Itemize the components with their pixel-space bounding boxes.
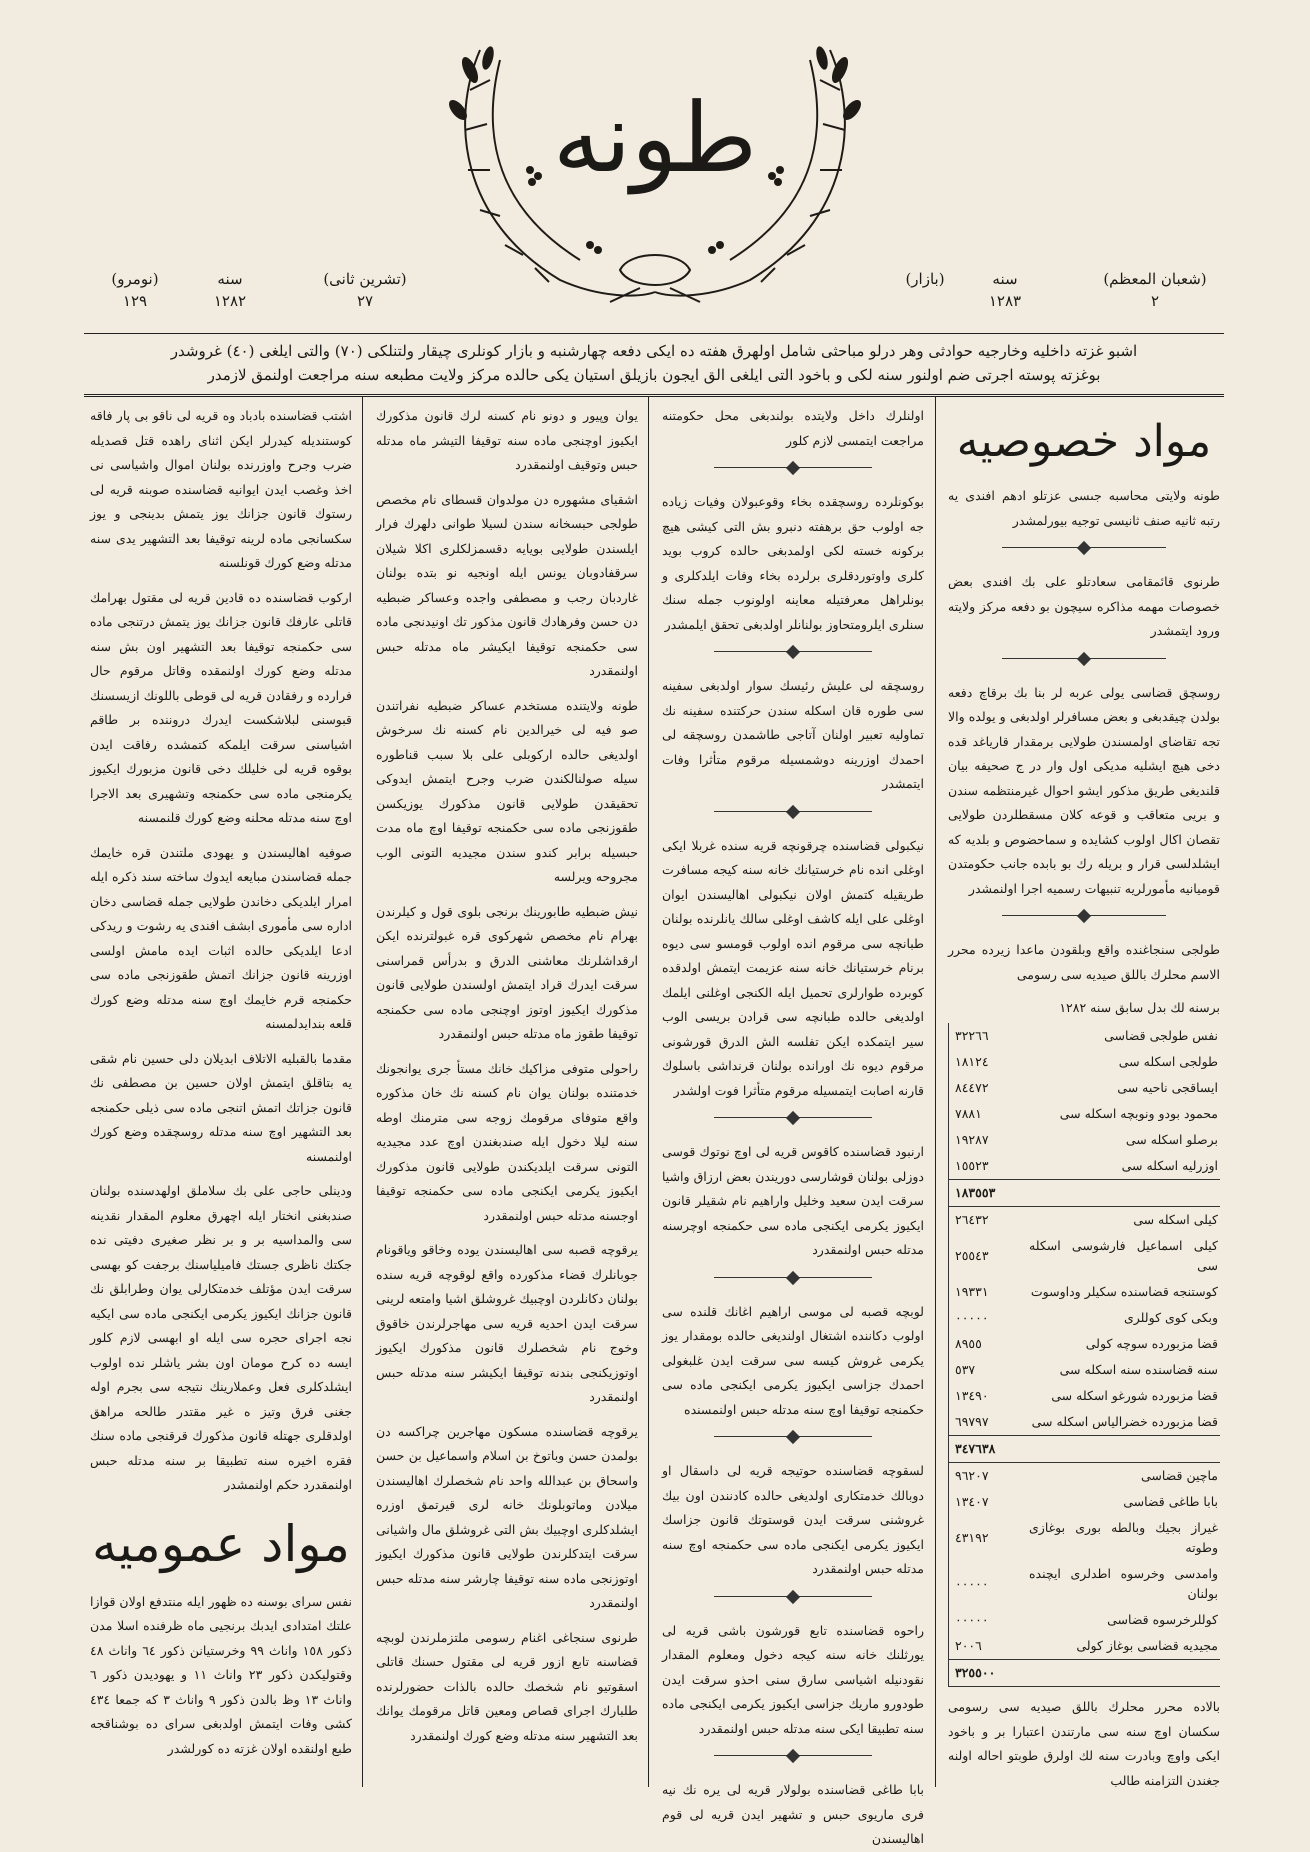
separator <box>1002 915 1165 924</box>
table-row <box>949 1049 1221 1075</box>
separator <box>714 811 871 820</box>
value-cell: ٠٠٠٠٠ <box>949 1305 1028 1331</box>
value-cell: ٨٤٤٧٢ <box>949 1075 1028 1101</box>
place-cell: غيراز بجيك وبالطه بورى بوغازى وطوته <box>1029 1520 1218 1555</box>
place-cell: قضا مزبورده سوچه كولى <box>1085 1336 1218 1351</box>
article: راحوه قضاسنده تابع قورشون باشى قريه لى يورثلنك خانه سنه كيجه دخول ومعلوم المقدار نقودنيله اشياسى سارق سنى احذو سرقت ايدن طودورو ماريك جزاسى ايكيوز يكرمى ايكنجى ماده سنه تطبيقا ايكى سنه مدتله حبس اولنمقدرد <box>662 1622 924 1736</box>
value-cell: ١٥٥٢٣ <box>949 1153 1028 1180</box>
article: لوبچه قصبه لى موسى اراهيم اغانك قلنده سى اولوب دكاننده اشتغال اولنديغى حالده بومقدار يوز يكرمى غروش كيسه سى سرقت ايدن غلبغولى احمدك جزاسى ايكيوز يكرمى ايكنجى ماده سى حكمنجه توقيفا اوچ سنه مدتله حبس اولنمسنده <box>662 1303 924 1417</box>
value-cell: ٤٣١٩٢ <box>949 1515 1028 1561</box>
place-cell: وامدسى وخرسوه اطدلرى ايچنده بولنان <box>1029 1566 1218 1601</box>
newspaper-title: طونه <box>552 82 758 194</box>
place-cell: سنه قضاسنده سنه اسكله سى <box>1059 1362 1218 1377</box>
article: روسچق قضاسى يولى عربه لر بنا بك برقاچ دفعه بولدن چيقدبغى و بعض مسافرلر اولدبغى و يولده والا تجه تقاضاى اولمسندن طولايى برمقدار قارياغد قده دخى هيچ ايشليه مديكى اول وار در ج صحيفه بيان قلنديغى طريق مذكور ايشو احوال غيرمنتظمه سندن و بريى متعاقب و قوعه كلان مسقطلردن طولايى تقصان اكال اولوب كشايده و سماحضوص و بلديه كه ايشلدلسى قرار و بريله رك بو بابده جانب حكومتدن قوميانيه مأمورلريه تنبيهات رسميه اجرا اولنمشدر <box>948 684 1220 896</box>
subtotal-row <box>949 1436 1221 1463</box>
separator <box>714 1755 871 1764</box>
table-row <box>949 1463 1221 1490</box>
place-cell: طولجى اسكله سى <box>1118 1054 1218 1069</box>
article: نيكبولى قضاسنده چرقونچه قريه سنده غربلا ايكى اوغلى انده نام خرستيانك خانه سنه كيجه مسافرت طريقيله كتمش اولان نيكبولى اهاليسندن ايوان اوغلى على ايله كاشف اوغلى سالك يانلرنده بولنان طبانچه سى مرقوم انده اولوب قومسو سى ديوه برنام خرستيانك خانه سنه عزيمت ايتمش اولدقده كوبرده طوارلرى تحميل ايله الكنجى اوغلنى ايلمك اولديغى حالده طبانچه سى قرادن بريسى الوب سير ايتمكده ايكن تفلسه الش الدرق قورشونى مرقوم ديوه نك اورانده بولنان قرنداشى باسلوك قارنه اصابت ايتمسيله مرقوم متأثرا فوت اولشدر <box>662 837 924 1098</box>
table-row <box>949 1607 1221 1633</box>
table-row <box>949 1633 1221 1660</box>
place-cell: كيلى اسماعيل فارشوسى اسكله سى <box>1029 1238 1218 1273</box>
column-special-news <box>948 404 1220 1794</box>
table-row <box>949 1153 1221 1180</box>
left-year-label: سنه <box>217 270 243 288</box>
left-day: ٢٧ <box>356 292 374 310</box>
value-cell: ١٩٣٣١ <box>949 1279 1028 1305</box>
place-cell: نفس طولجى قضاسى <box>1104 1028 1218 1043</box>
table-row <box>949 1075 1221 1101</box>
header-rule <box>84 333 1224 334</box>
place-cell: مجيديه قضاسى بوغاز كولى <box>1076 1638 1218 1653</box>
table-row <box>949 1409 1221 1436</box>
issue-number-block <box>100 268 170 312</box>
separator <box>714 1436 871 1445</box>
article: طونه ولايتى محاسبه جىسى عزتلو ادهم افندى يه رتبه ثانيه صنف ثانيسى توجيه بيورلمشدر <box>948 488 1220 528</box>
place-cell: كيلى اسكله سى <box>1133 1212 1218 1227</box>
article: اولنلرك داخل ولايتده بولندبغى محل حكومتنه مراجعت ايتمسى لازم كلور <box>662 408 924 448</box>
table-row <box>949 1331 1221 1357</box>
article: يوان وپيور و دونو نام كسنه لرك قانون مذكورك ايكيوز اوچنجى ماده سنه توقيفا التيشر ماه مدتله حبس وتوقيف اولنمقدرد <box>376 408 638 472</box>
separator <box>1002 547 1165 556</box>
article: مقدما بالقبليه الاتلاف ابديلان دلى حسين نام شقى يه بتاقلق ايتمش اولان حسين بن مصطفى نك قانون جزاتك اتمش اتنجى ماده سى ذيلى حكمنجه بعد التشهير اوچ سنه مدتله روسچقده وضع كورك اولنمسنه <box>90 1050 352 1164</box>
fishing-revenue-table <box>948 1023 1220 1687</box>
table-row <box>949 1127 1221 1153</box>
article: راحولى متوفى مزاكيك خانك مستأ جرى يوانجونك خدمتنده بولنان يوان نام كسنه نك خان مذكوره واقع متوفاى مرقومك زوجه سى مترمنك اوطه سنه ليلا دخول ايله صندبغندن اوچ عدد مجيديه التونى سرقت ايلديكندن طولايى قانون مذكورك ايكيوز يكرمى ايكنجى ماده سى حكمنجه توقيفا اوجسنه مدتله حبس اولنمقدرد <box>376 1060 638 1223</box>
left-month: (تشرين ثانى) <box>323 270 407 288</box>
value-cell: ٠٠٠٠٠ <box>949 1561 1028 1607</box>
article: يرقوچه قصبه سى اهاليسندن يوده وخاقو وياقونام جوبانلرك قضاء مذكورده واقع لوقوچه قريه سنده بولنان دكانلردن اوچبيك غروشلق اشيا وامتعه لرينى سرقت ايدن احديه قريه سى مهاجرلرندن خاقوق وخوج نام شخصلرك قانون مذكورك ايكيوز اوتوزيكنجى بندنه توقيفا ايكيشر سنه مدتله حبس اولنمقدرد <box>376 1242 638 1404</box>
subtotal-row <box>949 1180 1221 1207</box>
table-row <box>949 1489 1221 1515</box>
masthead <box>440 30 870 305</box>
column-news-3 <box>376 404 638 1794</box>
value-cell: ٩٦٢٠٧ <box>949 1463 1028 1490</box>
subscription-notice-line1: اشبو غزته داخليه وخارجيه حوادثى وهر درلو مباحثى شامل اولهرق هفته ده ايكى دفعه چهارشنبه و بازار كونلرى چيقار ولتنلكى (٧٠) والتى ايلغى (٤٠) غروشدر <box>170 342 1138 360</box>
article: اشقياى مشهوره دن مولدوان قسطاى نام مخصص طولجى حبسخانه سندن لسيلا طوانى دلهرك فرار ايلسندن طولايى بويايه دقسمزلكلرى اكلا شيلان سرقفادوبان يونس ايله اونجيه نو بتده بولنان غاردبان رجب و مصطفى واجده وعساكر ضبطيه دن حسن وفرهادك قانون مذكور تك اونيدنجى ماده سى حكمنجه توقيفا ايكيشر ماه مدتله حبس اولنمقدرد <box>376 491 638 678</box>
value-cell: ٢٠٠٦ <box>949 1633 1028 1660</box>
value-cell: ١٣٤٩٠ <box>949 1383 1028 1409</box>
article: اشتب قضاسنده بادباد وه قريه لى ناقو بى پار فاقه كوستنديله كيدرلر ايكن اثناى راهده قتل قصديله ضرب وجرح واوزرنده بولنان اموال واشياسى نى اخذ وغصب ايدن ايوانيه قضاسنده صوبنه قريه لى رستوك قانون جزانك يوز يتمش بدينجى و يوز سكسانجى ماده لرينه توقيفا بعد التشهير يدى سنه مدتله وضع كورك قونلسنه <box>90 408 352 570</box>
table-row <box>949 1207 1221 1234</box>
article: يرقوچه قضاسنده مسكون مهاجرين چراكسه دن بولمدن حسن وباتوخ بن اسلام واسماعيل بن حسن واسحاق بن عبدالله واحد نام شخصلرك اهاليسندن ميلادن وماتوبلونك خانه لرى قيرتمق اوزره ايشلدكلرى اوچبيك بش التى غروشلق مال واشيانى سرقت ايتدكلرندن طولايى قانون مذكورك ايكيوز اوتوزنجى ماده سنه توقيفا چارشر سنه مدتله حبس اولنمقدرد <box>376 1423 638 1610</box>
value-cell: ٢٥٥٤٣ <box>949 1233 1028 1279</box>
article: اركوب قضاسنده ده قادين قريه لى مقتول بهرامك قاتلى عارفك قانون جزانك يوز يتمش درتنجى ماده سى حكمنجه توقيفا بعد التشهير اون بش سنه مدتله وضع كورك اولنمقده وقاتل مرقوم حال فرارده و رفقادن قريه لى قوطى باللونك ازيسسنك قبوسنى لبلاشكست ايدرك دروننده بر طاقم اشياسنى سرقت ايلمكه كتمشده رفاقت ايدن بوقوه قريه لى خليلك دخى قانون مزبورك ايكيوز يكرمنجى ماده سى حكمنجه وتشهيرى بعد الاجرا اوچ سنه مدتله محلنه وضع كورك قلنمسنه <box>90 589 352 825</box>
table-row <box>949 1515 1221 1561</box>
article: بابا طاغى قضاسنده بولولار قريه لى يره نك نيه فرى ماريوى حبس و تشهير ايدن قريه لى قوم اهاليسندن <box>662 1782 924 1846</box>
left-year: ١٢٨٢ <box>213 292 247 310</box>
stats-intro: طولجى سنجاغنده واقع وبلقودن ماعدا زيرده محرر الاسم محلرك باللق صيديه سى رسومى <box>948 942 1220 982</box>
value-cell: ٥٣٧ <box>949 1357 1028 1383</box>
article: نفس سراى بوسنه ده ظهور ايله منتدفع اولان قوازا علتك امتدادى ايدبك برنجيى ماه ظرفنده اسلا مدن ذكور ١٥٨ واناث ٩٩ وخرستيانن ذكور ٦٤ واناث ٤٨ وقتوليكدن ذكور ٢٣ واناث ١١ و يهوديدن ذكور ٦ واناث ١٣ وظ بالدن ذكور ٩ واناث ٣ كه جمعا ٤٣٤ كشى وفات ايتمش اولدبغى سراى ده بوشناقجه طبع اولنقده اولان غزته ده كورلشدر <box>90 1593 352 1756</box>
general-news-heading: مواد عموميه <box>92 1514 350 1573</box>
table-row <box>949 1357 1221 1383</box>
article: طونه ولايتنده مستخدم عساكر ضبطيه نفراتندن صو فيه لى خيرالدين نام كسنه نك سرخوش اولديغى حالده اركوبلى على بلا سبب قناطوره سيله صولنالكندن ضرب وجرح ايتمش ايدوكى تحقيقدن طولايى قانون مذكورك يوزيكسن طقوزنجى ماده سى حكمنجه توقيفا اوچ ماه مدت حبسيله برابر كندو سندن مجيديه التونى الوب مجروحه ويرلسه <box>376 697 638 884</box>
stats-heading: برسنه لك بدل سابق سنه ١٢٨٢ <box>1059 1000 1220 1015</box>
right-day: ٢ <box>1150 292 1160 310</box>
article: روسچقه لى عليش رئيسك سوار اولدبغى سفينه سى طوره قان اسكله سندن حركتنده سفينه نك تماوليه تعبير اولنان آتاجى طاشمدن روسچقه لى احمدك اوزرينه دوشمسيله مرقوم متأثرا وفات ايتمشدر <box>662 678 924 791</box>
article: ارنبود قضاسنده كاقوس قريه لى اوچ نوتوك قوسى دوزلى بولنان قوشارسى دوريندن بعض ارزاق واشيا سرقت ايدن سعيد وخليل واراهيم نام شقيلر قانون ايكيوز يكرمى ايكنجى ماده سى حكمنجه اوچرسنه مدتله حبس اولنمقدرد <box>662 1144 924 1257</box>
subtotal-value: ٣٤٧٦٣٨ <box>949 1436 1028 1463</box>
value-cell: ٧٨٨١ <box>949 1101 1028 1127</box>
place-cell: قضا مزبورده خضرالياس اسكله سى <box>1031 1414 1218 1429</box>
column-divider <box>648 397 649 1787</box>
value-cell: ١٨١٢٤ <box>949 1049 1028 1075</box>
place-cell: كوستنجه قضاسنده سكيلر وداوسوت <box>1030 1284 1218 1299</box>
value-cell: ٠٠٠٠٠ <box>949 1607 1028 1633</box>
article: طرنوى سنجاغى اغنام رسومى ملتزملرندن لوبچه قضاسنه تابع ازور قريه لى مقتول حسنك قاتلى اسقوتيو نام شخصك حالده بالذات حضورلرنده طلبارك اجراى قصاص ومعين قاتل مرقومك يوانك بعد التشهير سنه مدتله وضع كورك اولنمقدرد <box>376 1629 638 1743</box>
table-row <box>949 1023 1221 1049</box>
separator <box>714 1277 871 1286</box>
value-cell: ١٩٢٨٧ <box>949 1127 1028 1153</box>
article: بوكونلرده روسچقده بخاء وقوعبولان وفيات زياده جه اولوب حق برهفته دنبرو بش التى كيشى هيچ بركونه خسته لكى اولمدبغى حالده كروب بويد كلرى واوتوردقلرى برلرده بخاء وفات ايلدكلرى و بونلراهل معرفتيله معاينه اولونوب جمله سنك سنلرى ايلرومتحاوز بولنانلر اولدبغى تحقق ايلمشدر <box>662 494 924 632</box>
separator <box>714 1117 871 1126</box>
left-month-block <box>315 268 415 312</box>
left-year-block <box>200 268 260 312</box>
article: لسقوچه قضاسنده حوتيجه قريه لى داسقال او دوبالك خدمتكارى اولديغى حالده كادنندن اون بيك غروشنى سرقت ايدن قوستوتك قانون جزاسك ايكيوز يكرمى ايكنجى ماده سى حكمنجه اوچ سنه مدتله حبس اولنمقدرد <box>662 1463 924 1576</box>
special-news-heading: مواد خصوصيه <box>956 416 1212 467</box>
table-row <box>949 1383 1221 1409</box>
separator <box>714 467 871 476</box>
article: صوفيه اهاليسندن و يهودى ملتندن قره خايمك جمله قضاسندن مبايعه ايدوك ساخته سند ذكره ايله امرار ايلديكى دخاندن طولايى جمله قضاسى دخان اداره سى مأمورى ابشف افندى يه رشوت و ريدكى ادعا ايلديكى حالده اثبات ايده مامش اولسى اوزرينه قانون جزانك اتمش طقوزنجى ماده سى حكمنجه قرم خايمك اوچ سنه مدتله وضع كورك قلعه بندايدلمسنه <box>90 844 352 1031</box>
notice-rule <box>84 394 1224 397</box>
right-year-block <box>975 268 1035 312</box>
place-cell: برصلو اسكله سى <box>1125 1132 1218 1147</box>
value-cell: ٨٩٥٥ <box>949 1331 1028 1357</box>
separator <box>714 651 871 660</box>
separator <box>1002 658 1165 667</box>
subscription-notice-line2: بوغزته پوسته اجرتى ضم اولنور سنه لكى و باخود التى ايلغى الق ايجون بازيلق استيان يكى حالده مركز ولايت مطبعه سنه مراجعت اولنمق لازمدر <box>207 366 1101 384</box>
value-cell: ١٣٤٠٧ <box>949 1489 1028 1515</box>
value-cell: ٦٩٧٩٧ <box>949 1409 1028 1436</box>
total-value: ٣٢٥٥٠٠ <box>949 1660 1028 1687</box>
article: ودينلى حاجى على بك سلاملق اولهدسنده بولنان صندبغنى انختار ايله اچهرق معلوم المقدار نقدينه سى والمداسيه بر و بر نظر صغيرى دفيتى نده جكتك ناظرى جستك فاميلياسنك برجفت كو بهسى سرقت ايدن مؤتلف خدمتكارلى يوان وطرابلق نك قانون جزانك ايكيوز يكرمى ايكنجى ماده سى ايكيه نجه اجراى حجره سى ايله او ابهسى لازم كلور ايسه ده كرح مومان اون بشر ياشلر نده اولوب ايشلدكلرى فعل وعملارينك نتيجه سى بجرم اوله جغنى فرق وتيز ه غير مقتدر طالحه مراهق اولدقلرى جهتله قانون مذكورك قرقنجى ماده سنك فقره اخيره سنه تطبيقا بر سنه مدتله حبس اولنمقدرد حكم اولنمشدر <box>90 1183 352 1492</box>
total-row <box>949 1660 1221 1687</box>
article: بالاده محرر محلرك باللق صيديه سى رسومى سكسان اوچ سنه سى مارتندن اعتبارا بر و باخود ايكى واوچ وبادرت سنه لك اولرق طوبتو احاله اولنه جغندن التزامنه طالب <box>948 1699 1220 1788</box>
place-cell: قضا مزبورده شورغو اسكله سى <box>1051 1388 1218 1403</box>
table-row <box>949 1101 1221 1127</box>
column-news-2 <box>662 404 924 1846</box>
article: طرنوى قائمقامى سعادتلو على بك افندى بعض خصوصات مهمه مذاكره سيچون بو دفعه مركز ولايته ورود ايتمشدر <box>948 574 1220 638</box>
table-row <box>949 1233 1221 1279</box>
value-cell: ٢٦٤٣٢ <box>949 1207 1028 1234</box>
weekday-block <box>890 268 960 290</box>
article: نيش ضبطيه طابورينك برنجى بلوى قول و كيلرندن بهرام نام مخصص شهركوى قره غبولترنده ايكن ارقداشلرنك معاشنى الدرق و بدرأس قمراسنى سرقت ايدرك قراد ايتمش اولسندن طولايى قانون مذكورك ايكيوز اوتوز اوچنجى ماده سى حكمنجه توقيفا طقوز ماه مدتله حبس اولنمقدرد <box>376 903 638 1041</box>
subtotal-value: ١٨٣٥٥٣ <box>949 1180 1028 1207</box>
column-divider <box>935 397 936 1787</box>
table-row <box>949 1279 1221 1305</box>
issue-number: ١٢٩ <box>122 292 148 310</box>
right-month: (شعبان المعظم) <box>1103 270 1207 288</box>
right-year-label: سنه <box>992 270 1018 288</box>
value-cell: ٣٢٢٦٦ <box>949 1023 1028 1049</box>
place-cell: محمود بودو ونوبچه اسكله سى <box>1059 1106 1218 1121</box>
place-cell: بابا طاغى قضاسى <box>1123 1494 1218 1509</box>
right-year: ١٢٨٣ <box>988 292 1022 310</box>
table-row <box>949 1305 1221 1331</box>
column-divider <box>362 397 363 1787</box>
place-cell: ماچين قضاسى <box>1140 1468 1218 1483</box>
place-cell: وبكى كوى كوللرى <box>1123 1310 1218 1325</box>
column-news-4 <box>90 404 352 1794</box>
place-cell: كوللرخرسوه قضاسى <box>1107 1612 1218 1627</box>
table-row <box>949 1561 1221 1607</box>
weekday: (بازار) <box>905 270 945 288</box>
right-month-block <box>1090 268 1220 312</box>
separator <box>714 1596 871 1605</box>
place-cell: اوزرليه اسكله سى <box>1121 1158 1218 1173</box>
place-cell: ايساقجى ناحيه سى <box>1117 1080 1218 1095</box>
issue-number-label: (نومرو) <box>111 270 159 288</box>
